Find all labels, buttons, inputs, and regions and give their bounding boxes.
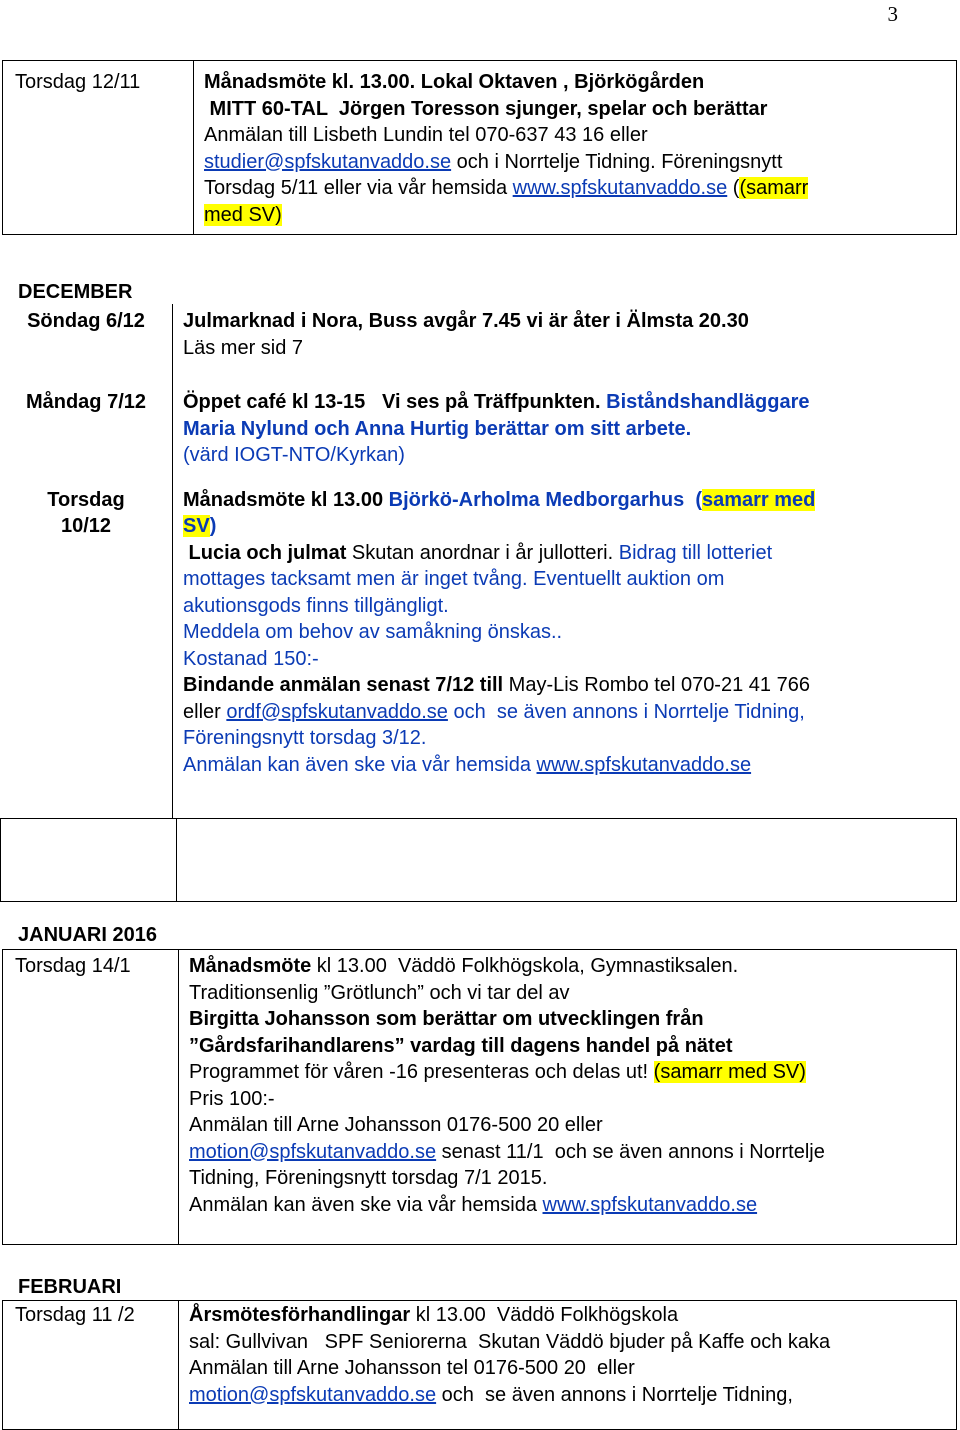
december-table	[0, 304, 957, 818]
feb-body-cell	[179, 1301, 957, 1430]
dec-eller: eller	[183, 700, 227, 723]
dec-event-2b: Maria Nylund och Anna Hurtig berättar om sitt arbete.	[183, 417, 692, 440]
jan-manadsmote: Månadsmöte	[189, 955, 312, 977]
jan-website-link[interactable]: www.spfskutanvaddo.se	[542, 1193, 758, 1216]
jan-line-9: Tidning, Föreningsnytt torsdag 7/1 2015.	[189, 1167, 548, 1189]
jan-line-6: Pris 100:-	[189, 1087, 275, 1110]
jan-email-link[interactable]: motion@spfskutanvaddo.se	[189, 1140, 437, 1163]
dec-event-3a-venue: Björkö-Arholma Medborgarhus (	[383, 488, 702, 511]
dec-event-2a-blue: Biståndshandläggare	[606, 391, 810, 413]
dec-event-3j: Föreningsnytt torsdag 3/12.	[183, 727, 427, 749]
empty-cell-1	[1, 819, 177, 902]
dec-event-3i	[183, 699, 957, 726]
feb-date-cell	[3, 1301, 179, 1430]
dec-website-link[interactable]: www.spfskutanvaddo.se	[536, 753, 752, 776]
jan-program: Programmet för våren -16 presenteras och delas ut!	[189, 1061, 654, 1083]
dec-annons: och se även annons i Norrtelje Tidning,	[447, 700, 805, 723]
dec-date-2: Måndag 7/12	[25, 391, 147, 413]
feb-line-3: Anmälan till Arne Johansson tel 0176-500 20 eller	[189, 1357, 635, 1379]
december-heading: DECEMBER	[18, 281, 133, 303]
dec-event-2a-text: Öppet café kl 13-15 Vi ses på Träffpunkten.	[183, 391, 607, 413]
feb-line-1	[189, 1302, 956, 1329]
dec-lotteri: Skutan anordnar i år jullotteri.	[346, 541, 619, 564]
dec-event-3g: Kostanad 150:-	[183, 647, 319, 670]
januari-table	[2, 949, 957, 1245]
jan-line-3: Birgitta Johansson som berättar om utvecklingen från	[189, 1008, 704, 1030]
feb-email-link[interactable]: motion@spfskutanvaddo.se	[189, 1383, 437, 1406]
nov-body-cell	[194, 61, 957, 235]
dec-event-3e: akutionsgods finns tillgängligt.	[183, 594, 449, 617]
nov-line-1: Månadsmöte kl. 13.00. Lokal Oktaven , Björkögården	[204, 71, 705, 93]
feb-date: Torsdag 11 /2	[15, 1304, 135, 1326]
dec-mayliss: May-Lis Rombo tel 070-21 41 766	[503, 674, 810, 696]
dec-event-3f: Meddela om behov av samåkning önskas..	[183, 621, 563, 643]
samarr-highlight: (samarr	[739, 177, 809, 199]
dec-event-3a-bold: Månadsmöte kl 13.00	[183, 488, 384, 511]
jan-line-4: ”Gårdsfarihandlarens” vardag till dagens handel på nätet	[189, 1034, 733, 1057]
jan-line-8	[189, 1139, 956, 1166]
nov-line-2: MITT 60-TAL Jörgen Toresson sjunger, spelar och berättar	[204, 97, 768, 120]
ordf-email-link[interactable]: ordf@spfskutanvaddo.se	[226, 700, 448, 723]
dec-event-3b	[183, 513, 957, 540]
nov-line-3: Anmälan till Lisbeth Lundin tel 070-637 43 16 eller	[204, 124, 648, 146]
dec-bindande: Bindande anmälan senast 7/12 till	[183, 674, 504, 696]
feb-plats: kl 13.00 Väddö Folkhögskola	[410, 1304, 679, 1326]
dec-event-2a	[183, 389, 957, 416]
feb-line-4	[189, 1382, 956, 1409]
nov-line-6	[204, 202, 956, 229]
jan-senast: senast 11/1 och se även annons i Norrtelje	[436, 1140, 825, 1163]
jan-line-5	[189, 1059, 956, 1086]
dec-event-1: Julmarknad i Nora, Buss avgår 7.45 vi är åter i Älmsta 20.30	[183, 310, 749, 332]
nov-table	[2, 60, 957, 235]
dec-paren: )	[209, 515, 217, 537]
jan-line-1	[189, 953, 956, 980]
dec-event-3k	[183, 752, 957, 779]
jan-line-7: Anmälan till Arne Johansson 0176-500 20 eller	[189, 1114, 603, 1136]
januari-heading: JANUARI 2016	[18, 924, 157, 946]
dec-mottages: mottages tacksamt men är inget tvång.	[183, 568, 534, 590]
februari-heading: FEBRUARI	[18, 1276, 122, 1298]
empty-cell-2	[177, 819, 957, 902]
dec-bidrag: Bidrag till lotteriet	[618, 541, 773, 564]
website-link[interactable]: www.spfskutanvaddo.se	[512, 177, 728, 199]
dec-event-1b: Läs mer sid 7	[183, 336, 304, 359]
jan-date-cell	[3, 950, 179, 1245]
dec-event-3d	[183, 566, 957, 593]
jan-line-10	[189, 1192, 956, 1219]
samarr-highlight-2: med SV)	[204, 203, 282, 226]
jan-hemsida: Anmälan kan även ske via vår hemsida	[189, 1193, 543, 1216]
nov-line-4-text: och i Norrtelje Tidning. Föreningsnytt	[451, 150, 783, 173]
page-number: 3	[887, 2, 898, 26]
email-link[interactable]: studier@spfskutanvaddo.se	[204, 150, 452, 173]
jan-samarr-highlight: (samarr med SV)	[653, 1061, 806, 1083]
dec-event-3c	[183, 540, 957, 567]
dec-hemsida: Anmälan kan även ske via vår hemsida	[183, 753, 537, 776]
dec-lucia: Lucia och julmat	[183, 541, 347, 564]
dec-event-3a	[183, 487, 957, 514]
nov-date: Torsdag 12/11	[15, 71, 141, 93]
feb-arsmote: Årsmötesförhandlingar	[189, 1304, 411, 1326]
empty-table	[0, 818, 957, 902]
dec-auktion: Eventuellt auktion om	[533, 568, 725, 590]
dec-body-cell	[173, 304, 958, 818]
jan-body-cell	[179, 950, 957, 1245]
dec-date-3b: 10/12	[60, 515, 112, 537]
nov-line-5: Torsdag 5/11 eller via vår hemsida www.spfskutanvaddo.se ((samarr	[204, 177, 809, 199]
jan-plats: kl 13.00 Väddö Folkhögskola, Gymnastiksalen.	[311, 955, 739, 977]
dec-samarr-highlight: samarr med	[702, 488, 816, 511]
jan-line-2: Traditionsenlig ”Grötlunch” och vi tar del av	[189, 981, 570, 1004]
nov-line-5-text: Torsdag 5/11 eller via vår hemsida	[204, 177, 513, 199]
feb-line-2: sal: Gullvivan SPF Seniorerna Skutan Väddö bjuder på Kaffe och kaka	[189, 1330, 831, 1353]
februari-table	[2, 1300, 957, 1430]
dec-sv-highlight: SV	[183, 515, 210, 537]
dec-date-1: Söndag 6/12	[27, 310, 145, 332]
dec-date-cell	[0, 304, 173, 818]
dec-date-3a: Torsdag	[47, 488, 125, 511]
jan-date: Torsdag 14/1	[15, 955, 131, 977]
dec-event-3h	[183, 672, 957, 699]
nov-line-4	[204, 149, 956, 176]
feb-annons: och se även annons i Norrtelje Tidning,	[436, 1383, 793, 1406]
dec-event-2c: (värd IOGT-NTO/Kyrkan)	[183, 444, 405, 466]
nov-date-cell	[3, 61, 194, 235]
